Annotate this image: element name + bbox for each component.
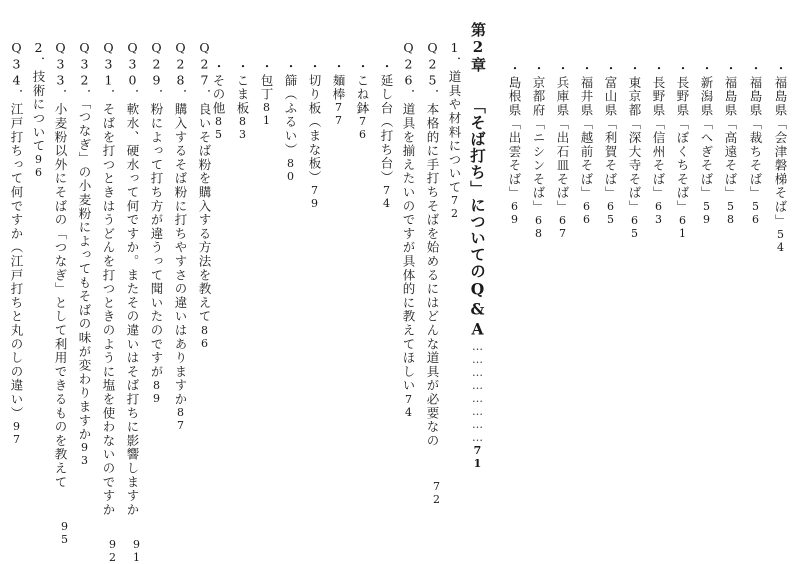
toc-entry-tool[interactable] bbox=[234, 60, 261, 141]
entry-text: ・長野県「ぼくちそば」 bbox=[675, 62, 690, 214]
entry-text: Q33．小麦粉以外にそばの「つなぎ」として利用できるものを教えて bbox=[53, 40, 68, 490]
toc-entry-prefecture[interactable] bbox=[772, 62, 799, 254]
page-number: 76 bbox=[356, 115, 369, 142]
page-number: 63 bbox=[652, 200, 665, 226]
entry-text: ・兵庫県「出石皿そば」 bbox=[555, 62, 570, 214]
page-number: 79 bbox=[308, 184, 321, 211]
toc-entry-prefecture[interactable] bbox=[602, 62, 629, 226]
page-number: 97 bbox=[10, 420, 23, 447]
page-number: 59 bbox=[700, 200, 713, 226]
page-number: 58 bbox=[724, 200, 737, 226]
heading-text: 「そば打ち」についてのQ&A bbox=[468, 98, 487, 340]
toc-entry-tool[interactable] bbox=[330, 60, 357, 127]
entry-text: ・福島県「会津磐梯そば」 bbox=[773, 62, 788, 228]
page-number: 61 bbox=[676, 213, 689, 240]
page-number: 65 bbox=[604, 200, 617, 226]
entry-text: Q32．「つなぎ」の小麦粉によってもそばの味が変わりますか bbox=[77, 40, 92, 442]
entry-text: Q25．本格的に手打ちそばを始めるにはどんな道具が必要なの bbox=[425, 40, 440, 448]
entry-text: 1．道具や材料について bbox=[447, 40, 462, 195]
section-1[interactable] bbox=[446, 40, 473, 220]
entry-text: Q34．江戸打ちって何ですか（江戸打ちと丸のしの違い） bbox=[9, 40, 24, 421]
page-number: 77 bbox=[332, 101, 345, 128]
toc-entry-tool[interactable] bbox=[378, 60, 405, 210]
page-number: 87 bbox=[174, 406, 187, 433]
entry-text: ・切り板（まな板） bbox=[307, 60, 322, 185]
page-number: 91 bbox=[130, 538, 143, 564]
entry-text: ・その他 bbox=[211, 60, 226, 116]
page-number: 56 bbox=[749, 200, 762, 226]
page-number: 81 bbox=[260, 101, 273, 128]
toc-entry-q32[interactable] bbox=[76, 40, 103, 467]
entry-text: Q29．粉によって打ち方が違うって聞いたのですが bbox=[149, 40, 164, 379]
page-number: 54 bbox=[774, 227, 787, 254]
entry-text: ・福島県「高遠そば」 bbox=[723, 62, 738, 200]
entry-text: ・包丁 bbox=[259, 60, 274, 102]
toc-entry-q34[interactable] bbox=[8, 40, 35, 446]
entry-text: ・篩（ふるい） bbox=[283, 60, 298, 157]
entry-text: ・こま板 bbox=[235, 60, 250, 116]
page-number: 95 bbox=[58, 520, 71, 546]
entry-text: ・京都府「ニシンそば」 bbox=[531, 62, 546, 214]
toc-entry-prefecture[interactable] bbox=[747, 62, 774, 226]
dot-leader: …………………… bbox=[471, 339, 484, 444]
entry-text: Q28．購入するそば粉に打ちやすさの違いはありますか bbox=[173, 40, 188, 407]
page-number: 68 bbox=[532, 213, 545, 240]
chapter-label: 第2章 bbox=[469, 22, 487, 73]
toc-entry-prefecture[interactable] bbox=[554, 62, 581, 240]
page-number: 71 bbox=[471, 443, 484, 470]
entry-text: 2．技術について bbox=[31, 40, 46, 153]
toc-entry-tool[interactable] bbox=[354, 60, 381, 141]
toc-entry-prefecture[interactable] bbox=[674, 62, 701, 240]
entry-text: Q31．そばを打つときはうどんを打つときのように塩を使わないのですか bbox=[101, 40, 116, 517]
entry-text: ・島根県「出雲そば」 bbox=[507, 62, 522, 200]
page-number: 89 bbox=[150, 378, 163, 405]
page-number: 74 bbox=[402, 392, 415, 419]
entry-text: ・長野県「信州そば」 bbox=[651, 62, 666, 200]
toc-entry-tool[interactable] bbox=[258, 60, 285, 127]
page-number: 83 bbox=[236, 115, 249, 142]
page-number: 67 bbox=[556, 213, 569, 240]
page-number: 69 bbox=[508, 200, 521, 226]
entry-text: ・富山県「利賀そば」 bbox=[603, 62, 618, 200]
toc-entry-prefecture[interactable] bbox=[626, 62, 653, 240]
toc-entry-prefecture[interactable] bbox=[506, 62, 533, 226]
entry-text: Q27．良いそば粉を購入する方法を教えて bbox=[197, 40, 212, 324]
entry-text: ・延し台（打ち台） bbox=[379, 60, 394, 185]
toc-entry-q30[interactable] bbox=[124, 40, 143, 564]
toc-entry-prefecture[interactable] bbox=[698, 62, 725, 226]
toc-entry-q27[interactable] bbox=[196, 40, 223, 350]
entry-text: ・こね鉢 bbox=[355, 60, 370, 116]
toc-entry-prefecture[interactable] bbox=[650, 62, 677, 226]
page-number: 74 bbox=[380, 184, 393, 211]
page-number: 72 bbox=[430, 480, 443, 506]
toc-entry-tool[interactable] bbox=[282, 60, 309, 183]
page-number: 80 bbox=[284, 156, 297, 183]
entry-text: Q30．軟水、硬水って何ですか。またその違いはそば打ちに影響しますか bbox=[125, 40, 140, 517]
page-number: 85 bbox=[212, 115, 225, 142]
page-number: 72 bbox=[448, 194, 461, 221]
page-number: 86 bbox=[198, 323, 211, 350]
toc-entry-prefecture[interactable] bbox=[722, 62, 749, 226]
toc-entry-tool[interactable] bbox=[306, 60, 333, 210]
toc-entry-q29[interactable] bbox=[148, 40, 175, 405]
entry-text: ・福井県「越前そば」 bbox=[579, 62, 594, 200]
page-number: 66 bbox=[580, 200, 593, 226]
page-number: 96 bbox=[32, 152, 45, 179]
page-number: 65 bbox=[628, 213, 641, 240]
entry-text: ・麺棒 bbox=[331, 60, 346, 102]
toc-entry-prefecture[interactable] bbox=[578, 62, 605, 226]
entry-text: ・東京都「深大寺そば」 bbox=[627, 62, 642, 214]
toc-entry-prefecture[interactable] bbox=[530, 62, 557, 240]
page-number: 92 bbox=[106, 538, 119, 564]
entry-text: Q26．道具を揃えたいのですが具体的に教えてほしい bbox=[401, 40, 416, 393]
entry-text: ・新潟県「へぎそば」 bbox=[699, 62, 714, 200]
page-number: 93 bbox=[78, 441, 91, 468]
toc-entry-q28[interactable] bbox=[172, 40, 199, 432]
entry-text: ・福島県「裁ちそば」 bbox=[748, 62, 763, 200]
